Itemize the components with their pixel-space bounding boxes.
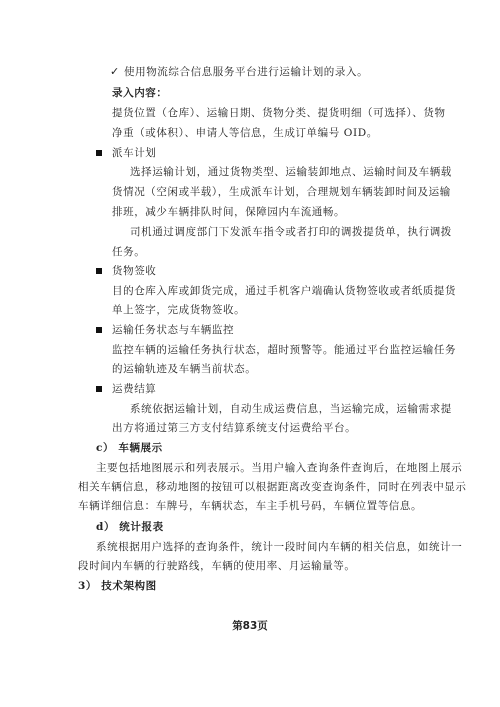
dispatch-line-4: 司机通过调度部门下发派车指令或者打印的调拨提货单，执行调拨 <box>130 226 452 238</box>
vehicle-display-line-1: 主要包括地图展示和列表展示。当用户输入查询条件查询后，在地图上展示 <box>96 462 463 474</box>
dispatch-line-1: 选择运输计划，通过货物类型、运输装卸地点、运输时间及车辆载 <box>130 166 452 178</box>
vehicle-display-heading: c） 车辆展示 <box>96 442 163 454</box>
receipt-line-1: 目的仓库入库或卸货完成，通过手机客户端确认货物签收或者纸质提货 <box>112 285 457 297</box>
monitor-line-2: 的运输轨迹及车辆当前状态。 <box>112 363 257 375</box>
report-line-1: 系统根据用户选择的查询条件，统计一段时间内车辆的相关信息，如统计一 <box>96 541 463 553</box>
settlement-title: 运费结算 <box>112 383 157 395</box>
page-number: 第83页 <box>232 620 268 632</box>
dispatch-line-5: 任务。 <box>112 246 146 258</box>
report-line-2: 段时间内车辆的行驶路线，车辆的使用率、月运输量等。 <box>78 560 356 572</box>
settlement-line-2: 出方将通过第三方支付结算系统支付运费给平台。 <box>112 422 357 434</box>
square-bullet-icon <box>96 386 102 392</box>
square-bullet-icon <box>96 268 102 274</box>
receipt-line-2: 单上签字，完成货物签收。 <box>112 304 246 316</box>
dispatch-title: 派车计划 <box>112 147 157 159</box>
monitor-title: 运输任务状态与车辆监控 <box>112 324 235 336</box>
dispatch-line-3: 排班，减少车辆排队时间，保障园内车流通畅。 <box>112 206 346 218</box>
monitor-line-1: 监控车辆的运输任务执行状态，超时预警等。能通过平台监控运输任务 <box>112 344 457 356</box>
square-bullet-icon <box>96 150 102 156</box>
vehicle-display-line-3: 车辆详细信息：车牌号，车辆状态，车主手机号码，车辆位置等信息。 <box>78 500 423 512</box>
square-bullet-icon <box>96 327 102 333</box>
entry-line-1: 提货位置（仓库）、运输日期、货物分类、提货明细（可选择）、货物 <box>112 107 446 119</box>
intro-check-text: 使用物流综合信息服务平台进行运输计划的录入。 <box>124 66 369 78</box>
report-heading: d） 统计报表 <box>96 521 164 533</box>
entry-line-2: 净重（或体积）、申请人等信息，生成订单编号 OID。 <box>112 127 378 139</box>
arch-heading: 3） 技术架构图 <box>78 580 157 592</box>
entry-heading: 录入内容： <box>112 87 168 99</box>
checkmark-icon: ✓ <box>110 65 120 78</box>
vehicle-display-line-2: 相关车辆信息，移动地图的按钮可以根据距离改变查询条件，同时在列表中显示 <box>78 481 467 493</box>
settlement-line-1: 系统依据运输计划，自动生成运费信息，当运输完成，运输需求提 <box>130 403 452 415</box>
receipt-title: 货物签收 <box>112 265 157 277</box>
dispatch-line-2: 货情况（空闲或半载），生成派车计划，合理规划车辆装卸时间及运输 <box>112 186 451 198</box>
